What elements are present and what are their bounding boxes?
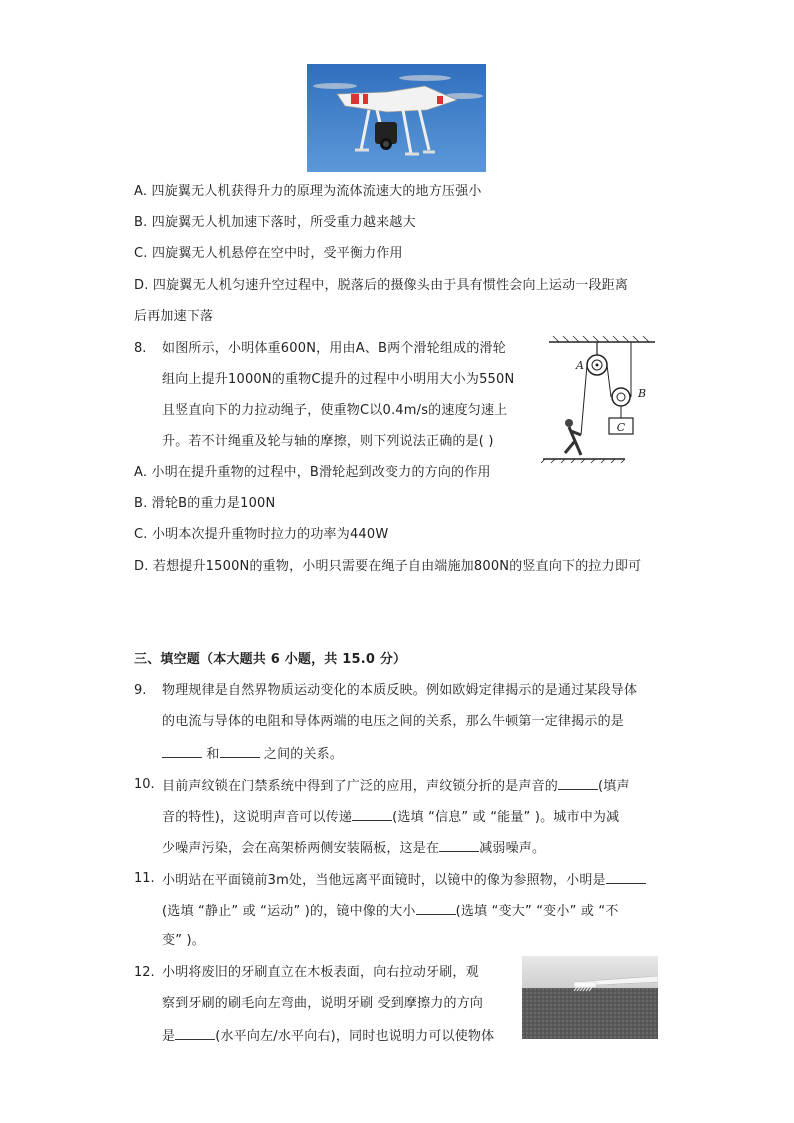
q11-text-2b: (选填 “变大” “变小” 或 “不: [455, 904, 619, 919]
q10-text-1b: (填声: [598, 779, 630, 794]
q10-text-3b: 减弱噪声。: [479, 841, 546, 856]
q11-text-1: 小明站在平面镜前3m处，当他远离平面镜时，以镜中的像为参照物，小明是: [162, 873, 606, 888]
q10-line-1: [162, 775, 630, 797]
q12-blank-1[interactable]: [175, 1025, 215, 1040]
pulley-diagram: [541, 335, 659, 463]
q8-option-a: A. 小明在提升重物的过程中，B滑轮起到改变力的方向的作用: [134, 465, 491, 480]
q9-number: 9.: [134, 683, 147, 698]
q12-text-3b: (水平向左/水平向右)，同时也说明力可以使物体: [215, 1029, 495, 1044]
q10-line-2: [162, 806, 619, 828]
q8-stem-line-2: 组向上提升1000N的重物C提升的过程中小明用大小为550N: [162, 372, 515, 387]
q12-line-1: 小明将废旧的牙刷直立在木板表面，向右拉动牙刷，观: [162, 965, 479, 980]
q8-option-b: B. 滑轮B的重力是100N: [134, 496, 276, 511]
q10-text-3a: 少噪声污染，会在高架桥两侧安装隔板，这是在: [162, 841, 440, 856]
q11-number: 11.: [134, 871, 155, 886]
q8-stem-line-3: 且竖直向下的力拉动绳子，使重物C以0.4m/s的速度匀速上: [162, 403, 508, 418]
q9-line-3: [162, 743, 343, 765]
q9-and-text: 和: [202, 747, 220, 762]
q11-text-2a: (选填 “静止” 或 “运动” )的，镜中像的大小: [162, 904, 416, 919]
q11-line-1: [162, 869, 646, 891]
q7-option-b: B. 四旋翼无人机加速下落时，所受重力越来越大: [134, 215, 416, 230]
q8-option-d: D. 若想提升1500N的重物，小明只需要在绳子自由端施加800N的竖直向下的拉力即可: [134, 559, 642, 574]
q9-line-2: 的电流与导体的电阻和导体两端的电压之间的关系，那么牛顿第一定律揭示的是: [162, 714, 625, 729]
q7-option-d: D. 四旋翼无人机匀速升空过程中，脱落后的摄像头由于具有惯性会向上运动一段距离: [134, 278, 629, 293]
toothbrush-photo: [522, 956, 658, 1039]
pulley-label-b: B: [638, 387, 647, 400]
q10-text-2a: 音的特性)，这说明声音可以传递: [162, 810, 353, 825]
q10-blank-1[interactable]: [558, 775, 598, 790]
q9-end-text: 之间的关系。: [259, 747, 344, 762]
pulley-label-c: C: [616, 421, 626, 434]
q11-blank-1[interactable]: [606, 869, 646, 884]
q11-line-3: 变” )。: [162, 933, 205, 948]
q9-blank-1[interactable]: [162, 743, 202, 758]
q7-option-c: C. 四旋翼无人机悬停在空中时，受平衡力作用: [134, 246, 403, 261]
section-title: 三、填空题（本大题共 6 小题，共 15.0 分）: [134, 652, 407, 667]
q10-line-3: [162, 837, 545, 859]
q10-number: 10.: [134, 777, 155, 792]
q9-blank-2[interactable]: [220, 743, 260, 758]
q10-text-1a: 目前声纹锁在门禁系统中得到了广泛的应用，声纹锁分折的是声音的: [162, 779, 559, 794]
q7-option-d-cont: 后再加速下落: [134, 309, 214, 324]
drone-photo: [307, 64, 486, 172]
q12-line-3: [162, 1025, 494, 1047]
q8-stem-line-1: 如图所示，小明体重600N，用由A、B两个滑轮组成的滑轮: [162, 341, 506, 356]
q12-text-3a: 是: [162, 1029, 176, 1044]
q11-blank-2[interactable]: [416, 900, 456, 915]
q12-line-2: 察到牙刷的刷毛向左弯曲，说明牙刷 受到摩擦力的方向: [162, 996, 484, 1011]
q10-text-2b: (选填 “信息” 或 “能量” )。城市中为减: [392, 810, 620, 825]
q9-line-1: 物理规律是自然界物质运动变化的本质反映。例如欧姆定律揭示的是通过某段导体: [162, 683, 638, 698]
q8-number: 8.: [134, 341, 147, 356]
q10-blank-3[interactable]: [439, 837, 479, 852]
q10-blank-2[interactable]: [352, 806, 392, 821]
q8-stem-line-4: 升。若不计绳重及轮与轴的摩擦，则下列说法正确的是( ): [162, 434, 494, 449]
pulley-label-a: A: [576, 359, 584, 372]
q8-option-c: C. 小明本次提升重物时拉力的功率为440W: [134, 527, 389, 542]
q7-option-a: A. 四旋翼无人机获得升力的原理为流体流速大的地方压强小: [134, 184, 482, 199]
q12-number: 12.: [134, 965, 155, 980]
q11-line-2: [162, 900, 619, 922]
